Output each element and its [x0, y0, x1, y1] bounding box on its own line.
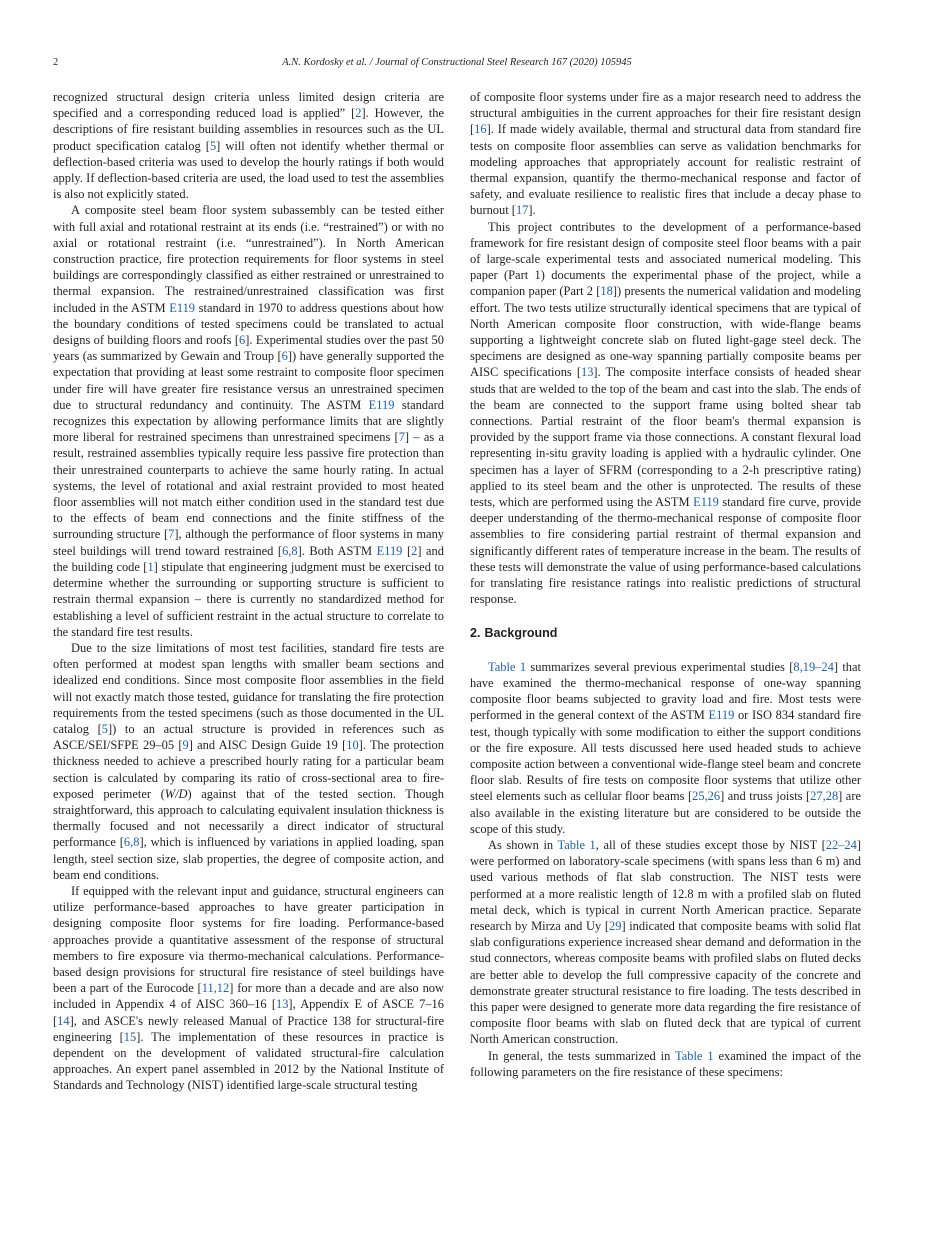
text-run: ]) to an actual structure is provided in references such as ASCE/SEI/SFPE 29–05 [ — [53, 721, 444, 753]
paragraph — [470, 89, 861, 219]
text-run: recognized structural design criteria unless limited design criteria are specified and a corresponding reduced load is applied” [ — [53, 90, 444, 121]
text-run: ]. The composite interface consists of headed shear studs that are welded to the top of the beam and cast into the slab. The ends of the beam are connected to the support frame using bolted shear tab connections. Partial restraint of the floor beam's thermal expansion is provided by the support frame via those connections. A constant flexural load representing in-situ gravity loading is applied with a hydraulic cylinder. One specimen has a layer of SFRM (corresponding to a 2-h prescriptive rating) applied to its steel beam and the other is unprotected. The results of these tests, which are performed using the ASTM — [470, 365, 861, 510]
text-run: ] for more than a decade and are also now included in Appendix 4 of AISC 360–16 [ — [53, 981, 444, 1012]
text-run: ]) have generally supported the expectation that providing at least some restraint to composite floor specimen under fire will have greater fire resistance versus an unrestrained specimen due to structural redundancy and continuity. The ASTM — [53, 349, 444, 412]
reference-link[interactable]: 25,26 — [692, 789, 721, 804]
reference-link[interactable]: 6,8 — [123, 835, 140, 850]
reference-link[interactable]: 5 — [209, 138, 217, 153]
reference-link[interactable]: 2 — [355, 106, 362, 121]
text-run: ]. Experimental studies over the past 50 years (as summarized by Gewain and Troup [ — [53, 333, 444, 364]
text-run: summarizes several previous experimental studies [ — [526, 659, 794, 674]
text-run: ], and ASCE's newly released Manual of Practice 138 for structural-fire engineering [ — [53, 1013, 444, 1044]
text-run: ]. — [528, 203, 536, 218]
reference-link[interactable]: 6 — [239, 333, 246, 348]
text-run: ]. The implementation of these resources in practice is dependent on the development of validated structural-fire calculation approaches. An expert panel assembled in 2012 by the National Institute of Standards and Technology (NIST) identified large-scale structural testing — [53, 1029, 444, 1093]
reference-link[interactable]: 8,19–24 — [793, 659, 834, 674]
text-run: ]. Both ASTM — [297, 543, 377, 558]
text-run: examined the impact of the following parameters on the fire resistance of these specimens: — [470, 1048, 861, 1079]
reference-link[interactable]: 2 — [411, 543, 418, 558]
text-run: ] that have examined the thermo-mechanical response of one-way spanning composite floor beams subjected to gravity load and fire. Most tests were performed in the general context of the ASTM — [470, 659, 861, 723]
section-number: 2. — [470, 625, 481, 640]
reference-link[interactable]: 5 — [101, 721, 108, 736]
text-run: or ISO 834 standard fire test, though typically with some modification to either the support conditions or the fire exposure. All tests discussed here used headed studs to achieve composite action between a conventional wide-flange steel beam and concrete floor slab. Results of fire tests on composite floor systems that utilize other steel elements such as cellular floor beams [ — [470, 708, 861, 804]
section-title: Background — [484, 625, 558, 640]
text-run: ] are also available in the existing literature but are considered to be outside the scope of this study. — [470, 789, 861, 836]
text-run: [ — [402, 543, 412, 558]
text-run: As shown in — [488, 837, 558, 852]
reference-link[interactable]: E119 — [169, 300, 196, 315]
paragraph — [53, 640, 444, 883]
reference-link[interactable]: 6,8 — [282, 543, 298, 558]
paragraph — [470, 219, 861, 608]
reference-link[interactable]: Table 1 — [675, 1048, 714, 1063]
reference-link[interactable]: 9 — [182, 738, 189, 753]
paragraph — [470, 659, 861, 837]
text-run: standard in 1970 to address questions about how the boundary conditions of tested specimens could be translated to actual designs of building floors and roofs [ — [53, 300, 444, 348]
journal-citation-line: A.N. Kordosky et al. / Journal of Constructional Steel Research 167 (2020) 105945 — [282, 57, 632, 68]
paragraph — [53, 89, 444, 202]
reference-link[interactable]: 14 — [57, 1013, 70, 1028]
paragraph — [53, 202, 444, 639]
text-run: ] were performed on laboratory-scale specimens (with spans less than 6 m) and used various methods of flat slab construction. The NIST tests were performed at a more realistic length of 12.8 m with a profiled slab on fluted metal deck, which is typical in current North American practice. Separate research by Mirza and Uy [ — [470, 837, 861, 933]
text-run: This project contributes to the development of a performance-based framework for fire resistant design of composite steel floor beams with a pair of large-scale experimental tests and associated numerical modeling. This paper (Part 1) documents the experimental phase of the project, while a companion paper (Part 2 [ — [470, 219, 861, 299]
reference-link[interactable]: E119 — [708, 708, 735, 723]
reference-link[interactable]: 15 — [123, 1029, 137, 1044]
reference-link[interactable]: 7 — [168, 527, 175, 542]
reference-link[interactable]: 29 — [609, 918, 622, 933]
right-column — [470, 89, 861, 1080]
paragraph — [470, 837, 861, 1048]
text-run: standard fire curve, provide deeper understanding of the thermo-mechanical response of composite floor assemblies to fire considering partial restraint of thermal expansion and significantly different rates of temperature increase in the beam. The results of these tests will demonstrate the value of using performance-based calculations for translating fire resistance ratings into realistic predictions of structural response. — [470, 495, 861, 607]
reference-link[interactable]: 18 — [600, 284, 613, 299]
text-run: ] will often not identify whether thermal or deflection-based criteria was used to develop the hourly ratings if both would apply. If deflection-based criteria are used, the load used to test the assemblies is also not explicitly stated. — [53, 138, 444, 202]
reference-link[interactable]: 6 — [281, 349, 288, 364]
text-run: , all of these studies except those by NIST [ — [595, 837, 826, 852]
left-column — [53, 89, 444, 1094]
reference-link[interactable]: 17 — [515, 203, 529, 218]
text-run: If equipped with the relevant input and guidance, structural engineers can utilize performance-based approaches to have greater participation in designing composite floor systems for fire loading. Performance-based approaches provide a quantitative assessment of the response of structural members to fire exposure via thermo-mechanical calculations. Performance-based design provisions for structural fire resistance of steel buildings have been a part of the Eurocode [ — [53, 883, 444, 996]
reference-link[interactable]: 16 — [474, 122, 487, 137]
text-run: standard recognizes this expectation by allowing performance limits that are slightly more liberal for restrained specimens than unrestrained specimens [ — [53, 397, 444, 445]
paragraph — [53, 883, 444, 1094]
reference-link[interactable]: Table 1 — [488, 659, 527, 674]
reference-link[interactable]: E119 — [368, 397, 395, 412]
text-run: of composite floor systems under fire as a major research need to address the structural ambiguities in the current approaches for their fire resistant design [ — [470, 90, 861, 137]
reference-link[interactable]: E119 — [693, 495, 719, 510]
reference-link[interactable]: E119 — [376, 543, 403, 558]
reference-link[interactable]: 13 — [580, 365, 594, 380]
page-number: 2 — [53, 57, 59, 68]
reference-link[interactable]: 7 — [398, 430, 405, 445]
reference-link[interactable]: 11,12 — [201, 981, 230, 996]
text-run: In general, the tests summarized in — [488, 1048, 675, 1063]
text-run: Due to the size limitations of most test facilities, standard fire tests are often performed at modest span lengths with smaller beam sections and idealized end conditions. Since most composite floor assemblies in the field will not exactly match those tested, guidance for translating the fire protection requirements from the tested specimens (such as those documented in the UL catalog [ — [53, 640, 444, 736]
reference-link[interactable]: 27,28 — [810, 789, 839, 804]
paragraph — [470, 1048, 861, 1080]
reference-link[interactable]: 13 — [275, 997, 289, 1012]
text-run: ] – as a result, restrained assemblies typically require less passive fire protection than their unrestrained counterparts to achieve the same hourly rating. In actual systems, the level of rotational and axial restraint provided to most heated floor assemblies will not match either condition used in the standard test due to the effects of beam end connections and the finite stiffness of the surrounding structure [ — [53, 430, 444, 542]
text-run: ] indicated that composite beams with solid flat slab configurations experience increased shear demand and deformation in the stud connectors, whereas composite beams with profiled slabs on fluted decks are better able to develop the full compressive capacity of the concrete and demonstrate greater structural resistance to fire loading. The tests described in this paper were designed to generate more data regarding the fire resistance of composite floor beams with slab on fluted deck that are typical of current North American construction. — [470, 918, 862, 1047]
reference-link[interactable]: Table 1 — [557, 837, 596, 852]
text-run: ]) presents the numerical validation and modeling effort. The two tests utilize structurally identical specimens that are typical of North American composite floor construction, with wide-flange beams supporting a lightweight concrete slab on fluted light-gage steel deck. The specimens are designed as one-way spanning partially composite beams per AISC specifications [ — [470, 284, 861, 380]
text-run: ) against that of the tested section. Though straightforward, this approach to calculating equivalent insulation thickness is thermally focused and not necessarily a direct indicator of structural performance [ — [53, 786, 444, 850]
text-run: ] and truss joists [ — [720, 789, 811, 804]
text-run: ] stipulate that engineering judgment must be exercised to determine whether the surrounding or supporting structure is sufficient to restrain thermal expansion – there is currently no standardized method for establishing a level of sufficient restraint in the actual structure to correlate to the standard fire test results. — [53, 559, 444, 639]
text-run: ]. However, the descriptions of fire resistant building assemblies in resources such as the UL product specification catalog [ — [53, 106, 444, 153]
running-header — [53, 57, 861, 73]
text-run: A composite steel beam floor system subassembly can be tested either with full axial and rotational restraint at its ends (i.e. “restrained”) or with no axial or rotational restraint (i.e. “unrestrained”). In North American construction practice, fire protection requirements for floor systems in steel buildings are correspondingly classified as either restrained or unrestrained to thermal expansion. The restrained/unrestrained classification was first included in the ASTM — [53, 203, 444, 315]
text-run: ], which is influenced by variations in applied loading, span length, steel section size, slab properties, the degree of composite action, and beam end conditions. — [53, 835, 444, 882]
section-heading — [470, 625, 861, 641]
text-run: W/D — [164, 786, 188, 801]
reference-link[interactable]: 22–24 — [825, 837, 857, 852]
text-run: ], although the performance of floor systems in many steel buildings will trend toward restrained [ — [53, 527, 445, 558]
reference-link[interactable]: 1 — [147, 559, 154, 574]
text-run: ] and the building code [ — [53, 543, 444, 574]
text-run: ]. The protection thickness needed to achieve a prescribed hourly rating for a particular beam section is calculated by comparing its ratio of cross-sectional area to fire-exposed perimeter ( — [53, 738, 444, 801]
text-run: ] and AISC Design Guide 19 [ — [188, 738, 347, 753]
reference-link[interactable]: 10 — [346, 738, 359, 753]
text-run: ], Appendix E of ASCE 7–16 [ — [53, 997, 444, 1028]
text-run: ]. If made widely available, thermal and structural data from standard fire tests on composite floor assemblies can serve as validation benchmarks for modeling approaches that appropriately account for realistic restraint of thermal expansion, quantify the thermo-mechanical response and factor of safety, and evaluate resilience to realistic fires that include a decay phase to burnout [ — [470, 122, 861, 218]
